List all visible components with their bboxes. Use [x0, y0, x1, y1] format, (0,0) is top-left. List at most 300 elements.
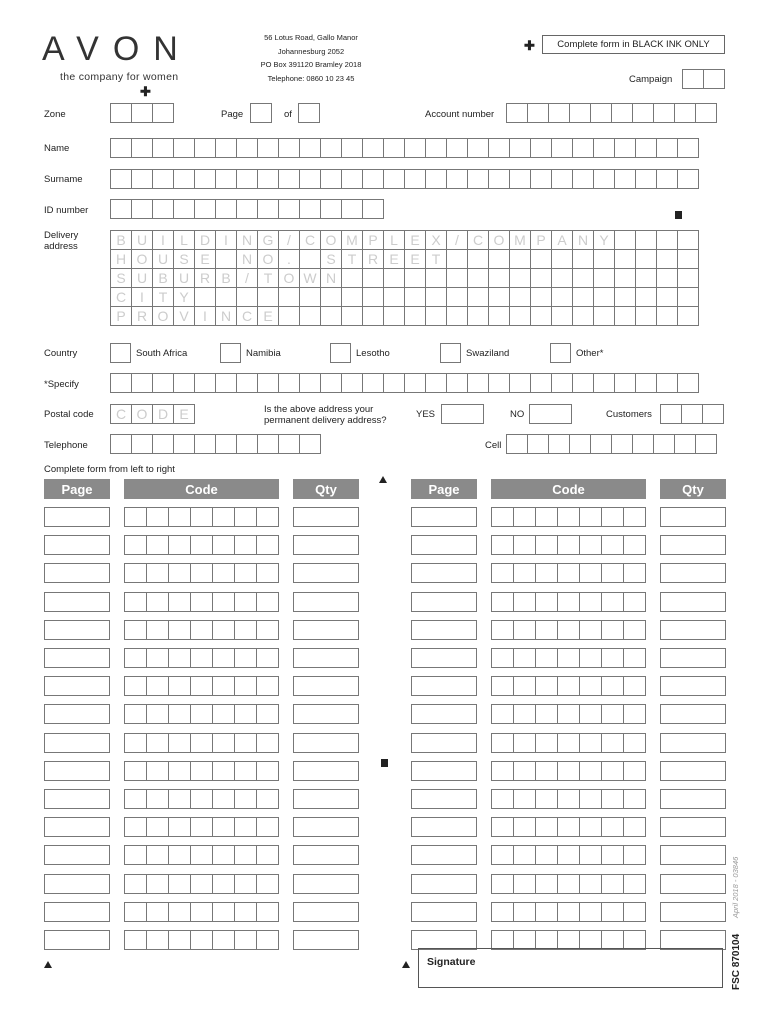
char-cell[interactable] [593, 138, 615, 158]
code-cell[interactable] [124, 761, 147, 781]
order-code-input[interactable] [124, 789, 278, 809]
char-cell[interactable] [572, 373, 594, 393]
char-cell[interactable] [215, 138, 237, 158]
char-cell[interactable] [278, 373, 300, 393]
code-cell[interactable] [557, 648, 580, 668]
char-cell[interactable] [467, 138, 489, 158]
address-cell[interactable]: L [383, 230, 405, 250]
char-cell[interactable] [362, 373, 384, 393]
address-cell[interactable] [509, 287, 531, 307]
code-cell[interactable] [513, 761, 536, 781]
char-cell[interactable] [257, 199, 279, 219]
code-cell[interactable] [234, 704, 257, 724]
code-cell[interactable] [146, 930, 169, 950]
address-cell[interactable]: B [152, 268, 174, 288]
order-code-input[interactable] [491, 704, 645, 724]
code-cell[interactable] [513, 507, 536, 527]
address-cell[interactable]: A [551, 230, 573, 250]
code-cell[interactable] [212, 902, 235, 922]
char-cell[interactable] [110, 199, 132, 219]
code-cell[interactable] [212, 817, 235, 837]
code-cell[interactable] [168, 902, 191, 922]
address-cell[interactable] [425, 287, 447, 307]
char-cell[interactable] [446, 373, 468, 393]
address-cell[interactable]: P [530, 230, 552, 250]
code-cell[interactable] [168, 592, 191, 612]
order-qty-input[interactable] [293, 817, 359, 837]
address-cell[interactable] [362, 306, 384, 326]
code-cell[interactable] [623, 507, 646, 527]
address-cell[interactable]: U [173, 268, 195, 288]
code-cell[interactable] [579, 704, 602, 724]
order-qty-input[interactable] [660, 817, 726, 837]
code-cell[interactable] [212, 676, 235, 696]
char-cell[interactable] [131, 199, 153, 219]
order-page-input[interactable] [44, 592, 110, 612]
address-cell[interactable] [635, 306, 657, 326]
order-qty-input[interactable] [660, 761, 726, 781]
address-cell[interactable] [635, 249, 657, 269]
code-cell[interactable] [579, 761, 602, 781]
code-cell[interactable] [623, 817, 646, 837]
address-cell[interactable] [215, 287, 237, 307]
code-cell[interactable] [491, 789, 514, 809]
code-cell[interactable] [146, 620, 169, 640]
code-cell[interactable] [190, 535, 213, 555]
address-cell[interactable]: N [236, 249, 258, 269]
order-qty-input[interactable] [293, 902, 359, 922]
address-cell[interactable] [530, 249, 552, 269]
char-cell[interactable] [425, 373, 447, 393]
address-cell[interactable]: T [257, 268, 279, 288]
code-cell[interactable] [535, 902, 558, 922]
address-cell[interactable] [299, 249, 321, 269]
address-cell[interactable]: E [404, 230, 426, 250]
code-cell[interactable] [513, 789, 536, 809]
char-cell[interactable] [194, 434, 216, 454]
order-qty-input[interactable] [660, 535, 726, 555]
code-cell[interactable] [168, 845, 191, 865]
order-code-input[interactable] [124, 845, 278, 865]
char-cell[interactable] [299, 138, 321, 158]
code-cell[interactable] [168, 676, 191, 696]
address-cell[interactable]: O [257, 249, 279, 269]
order-code-input[interactable] [124, 930, 278, 950]
code-cell[interactable] [190, 704, 213, 724]
code-cell[interactable] [601, 874, 624, 894]
order-qty-input[interactable] [660, 845, 726, 865]
code-cell[interactable] [234, 930, 257, 950]
page-input[interactable] [250, 103, 271, 123]
address-cell[interactable] [383, 306, 405, 326]
code-cell[interactable] [168, 789, 191, 809]
address-cell[interactable] [656, 230, 678, 250]
order-code-input[interactable] [491, 563, 645, 583]
order-code-input[interactable] [124, 676, 278, 696]
order-page-input[interactable] [411, 930, 477, 950]
char-cell[interactable] [569, 103, 591, 123]
char-cell[interactable] [569, 434, 591, 454]
order-code-input[interactable] [124, 592, 278, 612]
char-cell[interactable] [506, 434, 528, 454]
order-page-input[interactable] [411, 507, 477, 527]
address-cell[interactable]: D [194, 230, 216, 250]
code-cell[interactable] [601, 592, 624, 612]
order-qty-input[interactable] [293, 930, 359, 950]
address-cell[interactable]: B [215, 268, 237, 288]
code-cell[interactable] [601, 789, 624, 809]
code-cell[interactable] [579, 620, 602, 640]
char-cell[interactable] [173, 373, 195, 393]
char-cell[interactable] [194, 199, 216, 219]
code-cell[interactable] [491, 592, 514, 612]
address-cell[interactable] [194, 287, 216, 307]
address-cell[interactable] [551, 249, 573, 269]
address-cell[interactable]: I [152, 230, 174, 250]
char-cell[interactable] [425, 138, 447, 158]
code-cell[interactable] [234, 902, 257, 922]
code-cell[interactable] [623, 563, 646, 583]
address-cell[interactable] [551, 287, 573, 307]
char-cell[interactable] [152, 169, 174, 189]
address-cell[interactable] [488, 249, 510, 269]
code-cell[interactable] [513, 845, 536, 865]
address-cell[interactable] [425, 268, 447, 288]
code-cell[interactable] [601, 535, 624, 555]
code-cell[interactable] [234, 648, 257, 668]
code-cell[interactable] [601, 733, 624, 753]
order-code-input[interactable] [491, 789, 645, 809]
code-cell[interactable] [535, 874, 558, 894]
address-cell[interactable]: O [278, 268, 300, 288]
code-cell[interactable] [212, 761, 235, 781]
code-cell[interactable] [190, 845, 213, 865]
order-page-input[interactable] [411, 648, 477, 668]
code-cell[interactable] [190, 507, 213, 527]
code-cell[interactable] [513, 704, 536, 724]
order-qty-input[interactable] [293, 704, 359, 724]
address-cell[interactable] [677, 287, 699, 307]
code-cell[interactable] [557, 535, 580, 555]
code-cell[interactable] [234, 507, 257, 527]
code-cell[interactable] [557, 789, 580, 809]
code-cell[interactable] [535, 704, 558, 724]
char-cell[interactable] [656, 373, 678, 393]
code-cell[interactable] [579, 789, 602, 809]
char-cell[interactable] [614, 373, 636, 393]
code-cell[interactable] [190, 902, 213, 922]
char-cell[interactable] [236, 434, 258, 454]
code-cell[interactable] [623, 845, 646, 865]
code-cell[interactable] [623, 620, 646, 640]
code-cell[interactable] [212, 845, 235, 865]
order-page-input[interactable] [44, 930, 110, 950]
char-cell[interactable] [299, 434, 321, 454]
code-cell[interactable] [234, 535, 257, 555]
order-qty-input[interactable] [293, 874, 359, 894]
char-cell[interactable] [695, 434, 717, 454]
code-cell[interactable] [557, 592, 580, 612]
char-cell[interactable] [194, 169, 216, 189]
order-code-input[interactable] [491, 733, 645, 753]
order-page-input[interactable] [44, 789, 110, 809]
order-code-input[interactable] [124, 733, 278, 753]
code-cell[interactable] [579, 676, 602, 696]
char-cell[interactable] [632, 434, 654, 454]
order-code-input[interactable] [124, 563, 278, 583]
code-cell[interactable] [168, 704, 191, 724]
code-cell[interactable] [491, 930, 514, 950]
address-cell[interactable]: M [509, 230, 531, 250]
address-cell[interactable]: E [194, 249, 216, 269]
char-cell[interactable] [320, 169, 342, 189]
code-cell[interactable] [491, 676, 514, 696]
code-cell[interactable] [212, 620, 235, 640]
code-cell[interactable] [579, 648, 602, 668]
code-cell[interactable] [212, 592, 235, 612]
order-page-input[interactable] [411, 535, 477, 555]
code-cell[interactable] [190, 733, 213, 753]
order-code-input[interactable] [124, 507, 278, 527]
address-cell[interactable] [467, 287, 489, 307]
code-cell[interactable] [234, 733, 257, 753]
code-cell[interactable] [168, 817, 191, 837]
code-cell[interactable] [557, 676, 580, 696]
code-cell[interactable] [557, 563, 580, 583]
code-cell[interactable] [623, 676, 646, 696]
code-cell[interactable] [623, 648, 646, 668]
order-qty-input[interactable] [660, 733, 726, 753]
address-cell[interactable] [614, 306, 636, 326]
address-cell[interactable]: B [110, 230, 132, 250]
address-row[interactable] [110, 230, 698, 250]
code-cell[interactable] [513, 874, 536, 894]
address-cell[interactable]: Y [593, 230, 615, 250]
order-code-input[interactable] [491, 761, 645, 781]
char-cell[interactable] [341, 373, 363, 393]
code-cell[interactable] [491, 902, 514, 922]
address-cell[interactable]: T [341, 249, 363, 269]
code-cell[interactable] [256, 648, 279, 668]
order-code-input[interactable] [491, 930, 645, 950]
address-cell[interactable] [635, 287, 657, 307]
address-cell[interactable] [278, 306, 300, 326]
address-cell[interactable] [530, 268, 552, 288]
code-cell[interactable] [623, 704, 646, 724]
order-page-input[interactable] [44, 761, 110, 781]
address-cell[interactable]: V [173, 306, 195, 326]
address-cell[interactable] [656, 287, 678, 307]
order-code-input[interactable] [491, 535, 645, 555]
char-cell[interactable] [593, 169, 615, 189]
code-cell[interactable] [168, 563, 191, 583]
code-cell[interactable] [601, 761, 624, 781]
code-cell[interactable] [168, 874, 191, 894]
order-code-input[interactable] [491, 620, 645, 640]
order-code-input[interactable] [491, 592, 645, 612]
code-cell[interactable] [579, 902, 602, 922]
order-page-input[interactable] [44, 535, 110, 555]
address-cell[interactable] [404, 306, 426, 326]
code-cell[interactable] [579, 563, 602, 583]
code-cell[interactable] [623, 902, 646, 922]
address-cell[interactable] [383, 287, 405, 307]
code-cell[interactable] [146, 817, 169, 837]
code-cell[interactable] [124, 563, 147, 583]
char-cell[interactable] [236, 373, 258, 393]
code-cell[interactable] [256, 874, 279, 894]
code-cell[interactable] [491, 874, 514, 894]
address-cell[interactable] [404, 287, 426, 307]
code-cell[interactable] [513, 930, 536, 950]
code-cell[interactable] [256, 704, 279, 724]
address-cell[interactable] [467, 249, 489, 269]
postal-code-cell[interactable]: E [173, 404, 195, 424]
order-page-input[interactable] [44, 620, 110, 640]
char-cell[interactable] [488, 373, 510, 393]
char-cell[interactable] [131, 434, 153, 454]
char-cell[interactable] [590, 434, 612, 454]
order-page-input[interactable] [411, 592, 477, 612]
code-cell[interactable] [124, 676, 147, 696]
code-cell[interactable] [557, 930, 580, 950]
order-page-input[interactable] [44, 704, 110, 724]
code-cell[interactable] [234, 845, 257, 865]
order-page-input[interactable] [44, 676, 110, 696]
address-cell[interactable]: G [257, 230, 279, 250]
char-cell[interactable] [530, 138, 552, 158]
address-cell[interactable]: U [152, 249, 174, 269]
code-cell[interactable] [513, 592, 536, 612]
order-code-input[interactable] [491, 817, 645, 837]
order-code-input[interactable] [491, 845, 645, 865]
char-cell[interactable] [551, 138, 573, 158]
code-cell[interactable] [491, 733, 514, 753]
code-cell[interactable] [579, 733, 602, 753]
address-cell[interactable]: E [383, 249, 405, 269]
char-cell[interactable] [152, 434, 174, 454]
address-cell[interactable] [593, 287, 615, 307]
code-cell[interactable] [146, 733, 169, 753]
code-cell[interactable] [146, 761, 169, 781]
code-cell[interactable] [491, 563, 514, 583]
char-cell[interactable] [173, 434, 195, 454]
char-cell[interactable] [257, 138, 279, 158]
char-cell[interactable] [383, 373, 405, 393]
order-code-input[interactable] [124, 902, 278, 922]
address-cell[interactable]: C [299, 230, 321, 250]
order-qty-input[interactable] [293, 620, 359, 640]
char-cell[interactable] [278, 199, 300, 219]
postal-code-cell[interactable]: D [152, 404, 174, 424]
code-cell[interactable] [601, 620, 624, 640]
code-cell[interactable] [212, 507, 235, 527]
address-cell[interactable] [572, 306, 594, 326]
code-cell[interactable] [601, 648, 624, 668]
code-cell[interactable] [146, 874, 169, 894]
char-cell[interactable] [278, 434, 300, 454]
address-cell[interactable] [635, 268, 657, 288]
address-cell[interactable]: / [446, 230, 468, 250]
char-cell[interactable] [341, 199, 363, 219]
code-cell[interactable] [190, 761, 213, 781]
char-cell[interactable] [488, 138, 510, 158]
code-cell[interactable] [579, 535, 602, 555]
address-cell[interactable] [614, 268, 636, 288]
address-cell[interactable] [425, 306, 447, 326]
address-cell[interactable] [530, 306, 552, 326]
code-cell[interactable] [601, 902, 624, 922]
order-page-input[interactable] [411, 676, 477, 696]
address-cell[interactable] [383, 268, 405, 288]
address-cell[interactable]: P [362, 230, 384, 250]
order-code-input[interactable] [491, 874, 645, 894]
code-cell[interactable] [146, 535, 169, 555]
address-cell[interactable] [551, 306, 573, 326]
code-cell[interactable] [212, 733, 235, 753]
order-qty-input[interactable] [293, 535, 359, 555]
char-cell[interactable] [173, 138, 195, 158]
char-cell[interactable] [257, 434, 279, 454]
char-cell[interactable] [194, 138, 216, 158]
code-cell[interactable] [256, 592, 279, 612]
address-cell[interactable] [362, 287, 384, 307]
address-cell[interactable] [551, 268, 573, 288]
address-cell[interactable]: U [131, 230, 153, 250]
order-code-input[interactable] [124, 874, 278, 894]
code-cell[interactable] [491, 704, 514, 724]
address-cell[interactable]: I [194, 306, 216, 326]
order-qty-input[interactable] [660, 507, 726, 527]
address-cell[interactable]: / [236, 268, 258, 288]
char-cell[interactable] [635, 169, 657, 189]
address-cell[interactable]: N [320, 268, 342, 288]
code-cell[interactable] [124, 874, 147, 894]
code-cell[interactable] [601, 817, 624, 837]
code-cell[interactable] [535, 507, 558, 527]
char-cell[interactable] [320, 373, 342, 393]
code-cell[interactable] [256, 535, 279, 555]
order-code-input[interactable] [124, 535, 278, 555]
code-cell[interactable] [601, 930, 624, 950]
address-cell[interactable]: W [299, 268, 321, 288]
char-cell[interactable] [194, 373, 216, 393]
char-cell[interactable] [404, 169, 426, 189]
code-cell[interactable] [535, 817, 558, 837]
code-cell[interactable] [557, 817, 580, 837]
address-cell[interactable]: O [488, 230, 510, 250]
char-cell[interactable] [152, 373, 174, 393]
char-cell[interactable] [341, 138, 363, 158]
code-cell[interactable] [124, 620, 147, 640]
cell-input[interactable] [506, 434, 716, 454]
yes-input[interactable] [441, 404, 484, 424]
address-cell[interactable] [593, 268, 615, 288]
code-cell[interactable] [190, 676, 213, 696]
order-qty-input[interactable] [293, 507, 359, 527]
address-cell[interactable]: P [110, 306, 132, 326]
address-cell[interactable] [572, 287, 594, 307]
code-cell[interactable] [168, 535, 191, 555]
char-cell[interactable] [446, 138, 468, 158]
surname-input[interactable] [110, 169, 698, 189]
order-page-input[interactable] [44, 845, 110, 865]
code-cell[interactable] [601, 676, 624, 696]
address-cell[interactable]: S [173, 249, 195, 269]
char-cell[interactable] [299, 169, 321, 189]
code-cell[interactable] [557, 704, 580, 724]
char-cell[interactable] [509, 138, 531, 158]
